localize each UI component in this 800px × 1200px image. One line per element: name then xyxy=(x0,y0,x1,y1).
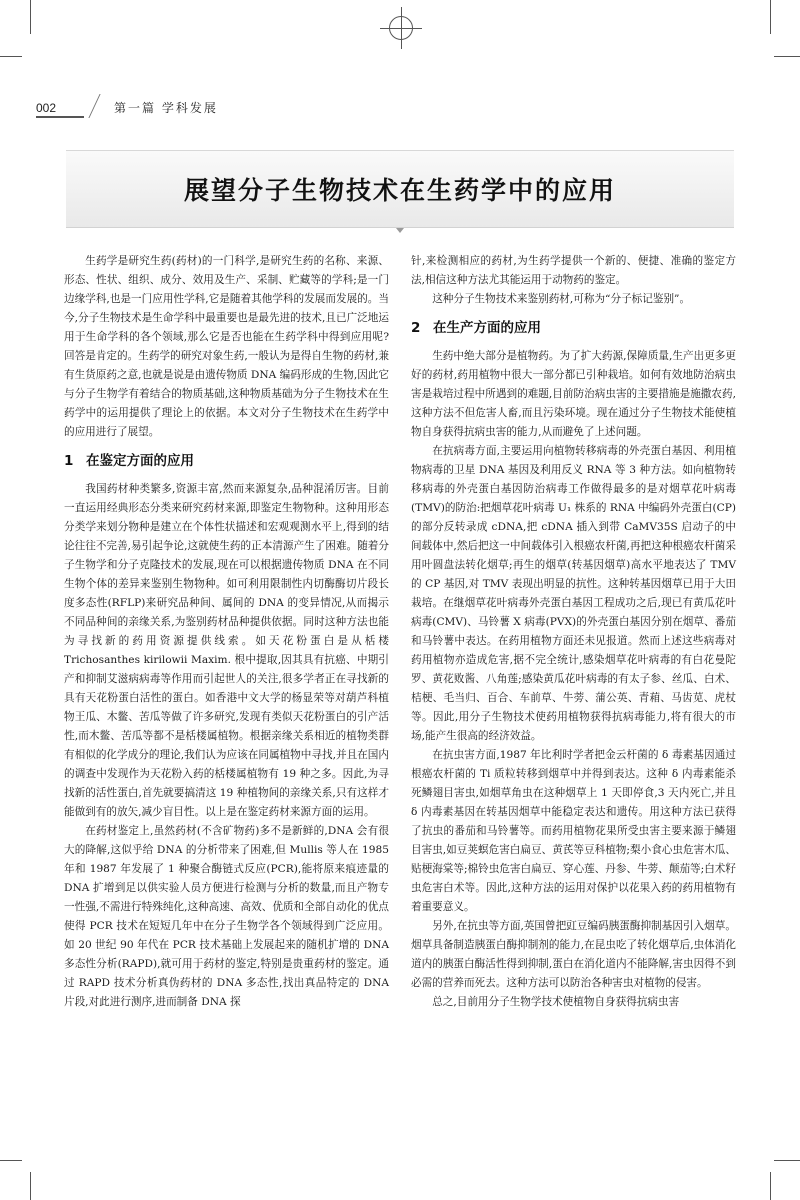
registration-mark-top xyxy=(389,16,413,40)
right-column xyxy=(411,252,736,1012)
section-2-paragraph-3: 在抗虫害方面,1987 年比利时学者把金云杆菌的 δ 毒素基因通过根癌农杆菌的 Ti 质粒转移到烟草中并得到表达。这种 δ 内毒素能杀死鳞翅目害虫,如烟草角虫在这种烟草上 1 天即停食,3 天内死亡,并且 δ 内毒素基因在转基因烟草中能稳定表达和遗传。用这种方法已获得了抗虫的番茄和马铃薯等。而药用植物花果所受虫害主要来源于鳞翅目害虫,如豆荚螟危害白扁豆、黄芪等豆科植物;梨小食心虫危害木瓜、贴梗海棠等;棉铃虫危害白扁豆、穿心莲、丹参、牛蒡、颠茄等;白术籽虫危害白术等。因此,这种方法的运用对保护以花果入药的药用植物有着重要意义。 xyxy=(411,749,736,913)
section-2-paragraph-5: 总之,目前用分子生物学技术使植物自身获得抗病虫害 xyxy=(432,996,680,1008)
page-number: 002 xyxy=(36,101,57,115)
crop-mark-top-left-vertical xyxy=(30,0,31,34)
crop-mark-bottom-right-vertical xyxy=(770,1172,771,1200)
section-1-title: 在鉴定方面的应用 xyxy=(86,453,194,469)
section-label: 第一篇 学科发展 xyxy=(114,101,218,115)
section-1-paragraph-2: 在药材鉴定上,虽然药材(不含矿物药)多不是新鲜的,DNA 会有很大的降解,这似乎给 DNA 的分析带来了困难,但 Mullis 等人在 1985 年和 1987 年发展了 1 种聚合酶链式反应(PCR),能将原来痕迹量的 DNA 扩增到足以供实验人员方便进行检测与分析的数量,而且产物专一性强,不需进行特殊纯化,这种高速、高效、优质和全部自动化的优点使得 PCR 技术在短短几年中在分子生物学各个领域得到广泛应用。如 20 世纪 90 年代在 PCR 技术基础上发展起来的随机扩增的 DNA 多态性分析(RAPD),就可用于药材的鉴定,特别是贵重药材的鉴定。通过 RAPD 技术分析真伪药材的 DNA 多态性,找出真品特定的 DNA 片段,对此进行测序,进而制备 DNA 探 xyxy=(64,825,389,1008)
section-1-heading xyxy=(64,451,389,471)
section-1-continuation: 针,来检测相应的药材,为生药学提供一个新的、便捷、准确的鉴定方法,相信这种方法尤其能运用于动物药的鉴定。 xyxy=(411,255,736,286)
section-1-paragraph-1: 我国药材种类繁多,资源丰富,然而来源复杂,品种混淆厉害。目前一直运用经典形态分类来研究药材来源,即鉴定生物物种。这种用形态分类学来划分物种是建立在个体性状描述和宏观观测水平上,得到的结论往往不完善,易引起争论,这就使生药的正本清源产生了困难。随着分子生物学和分子克隆技术的发展,现在可以根据遗传物质 DNA 在不同生物个体的差异来鉴别生物物种。如可利用限制性内切酶酶切片段长度多态性(RFLP)来研究品种间、属间的 DNA 的变异情况,从而揭示不同品种间的亲缘关系,为鉴别药材品种提供依据。同时这种方法也能为寻找新的药用资源提供线索。如天花粉蛋白是从栝楼 Trichosanthes kirilowii Maxim. 根中提取,因其具有抗癌、中期引产和抑制艾滋病病毒等作用而引起世人的关注,很多学者正在寻找新的具有天花粉蛋白活性的蛋白。如香港中文大学的杨显荣等对葫芦科植物王瓜、木鳖、苦瓜等做了许多研究,发现有类似天花粉蛋白的引产活性,而木鳖、苦瓜等都不是栝楼属植物。根据亲缘关系相近的植物类群有相似的化学成分的理论,我们认为应该在同属植物中寻找,并且在国内的调查中发现作为天花粉入药的栝楼属植物有 19 种之多。因此,为寻找新的活性蛋白,首先就要搞清这 19 种植物间的亲缘关系,只有这样才能做到有的放矢,减少盲目性。以上是在鉴定药材来源方面的运用。 xyxy=(64,483,389,818)
section-2-heading xyxy=(411,318,736,338)
running-header xyxy=(36,98,366,118)
section-1-number: 1 xyxy=(64,453,74,469)
banner-arrow-icon xyxy=(396,228,404,233)
article-title: 展望分子生物技术在生药学中的应用 xyxy=(183,176,616,205)
intro-paragraph: 生药学是研究生药(药材)的一门科学,是研究生药的名称、来源、形态、性状、组织、成分、效用及生产、采制、贮藏等的学科;是一门边缘学科,也是一门应用性学科,它是随着其他学科的发展而发展的。当今,分子生物技术是生命学科中最重要也是最先进的技术,且已广泛地运用于生命学科的各个领域,那么它是否也能在生药学科中得到应用呢?回答是肯定的。生药学的研究对象生药,一般认为是得自生物的药材,兼有生货原药之意,也就是说是由遗传物质 DNA 编码形成的生物,因此它与分子生物学有着结合的物质基础,这种物质基础为分子生物技术在生药学中的运用提供了理论上的依据。本文对分子生物技术在生药学中的应用进行了展望。 xyxy=(64,255,389,438)
header-rule xyxy=(36,116,84,118)
section-2-paragraph-2: 在抗病毒方面,主要运用向植物转移病毒的外壳蛋白基因、利用植物病毒的卫星 DNA 基因及利用反义 RNA 等 3 种方法。如向植物转移病毒的外壳蛋白基因防治病毒工作做得最多的是对烟草花叶病毒(TMV)的防治:把烟草花叶病毒 U₁ 株系的 RNA 中编码外壳蛋白(CP)的部分反转录成 cDNA,把 cDNA 插入到带 CaMV35S 启动子的中间载体中,然后把这一中间载体引入根癌农杆菌,再把这种根癌农杆菌采用叶圆盘法转化烟草;再生的烟草(转基因烟草)高水平地表达了 TMV 的 CP 基因,对 TMV 表现出明显的抗性。这种转基因烟草已用于大田栽培。在继烟草花叶病毒外壳蛋白基因工程成功之后,现已有黄瓜花叶病毒(CMV)、马铃薯 X 病毒(PVX)的外壳蛋白基因分别在烟草、番茄和马铃薯中表达。在药用植物方面还未见报道。然而上述这些病毒对药用植物亦造成危害,据不完全统计,感染烟草花叶病毒的有白花曼陀罗、黄花败酱、八角莲;感染黄瓜花叶病毒的有太子参、丝瓜、白术、桔梗、毛当归、百合、车前草、牛蒡、蒲公英、青葙、马齿苋、虎杖等。因此,用分子生物技术使药用植物获得抗病毒能力,将有很大的市场,能产生很高的经济效益。 xyxy=(411,445,736,742)
crop-mark-bottom-left xyxy=(0,1160,22,1161)
section-1-paragraph-3: 这种分子生物技术来鉴别药材,可称为“分子标记鉴别”。 xyxy=(432,293,691,305)
crop-mark-top-right xyxy=(774,56,800,57)
section-2-paragraph-1: 生药中绝大部分是植物药。为了扩大药源,保障质量,生产出更多更好的药材,药用植物中很大一部分都已引种栽培。如何有效地防治病虫害是栽培过程中所遇到的难题,目前防治病虫害的主要措施是施撒农药,这种方法不但危害人畜,而且污染环境。现在通过分子生物技术能使植物自身获得抗病虫害的能力,从而避免了上述问题。 xyxy=(411,350,736,438)
left-column xyxy=(64,252,389,1012)
section-2-number: 2 xyxy=(411,320,421,336)
crop-mark-bottom-right xyxy=(774,1160,800,1161)
section-2-title: 在生产方面的应用 xyxy=(433,320,541,336)
crop-mark-top-right-vertical xyxy=(770,0,771,34)
section-2-paragraph-4: 另外,在抗虫等方面,英国曾把豇豆编码胰蛋酶抑制基因引入烟草。烟草具备制造胰蛋白酶抑制剂的能力,在昆虫吃了转化烟草后,虫体消化道内的胰蛋白酶活性得到抑制,蛋白在消化道内不能降解,害虫因得不到必需的营养而死去。这种方法可以防治各种害虫对植物的侵害。 xyxy=(411,920,736,989)
crop-mark-top-left xyxy=(0,56,22,57)
title-banner xyxy=(66,150,734,228)
crop-mark-bottom-left-vertical xyxy=(30,1172,31,1200)
header-slash xyxy=(88,94,100,118)
